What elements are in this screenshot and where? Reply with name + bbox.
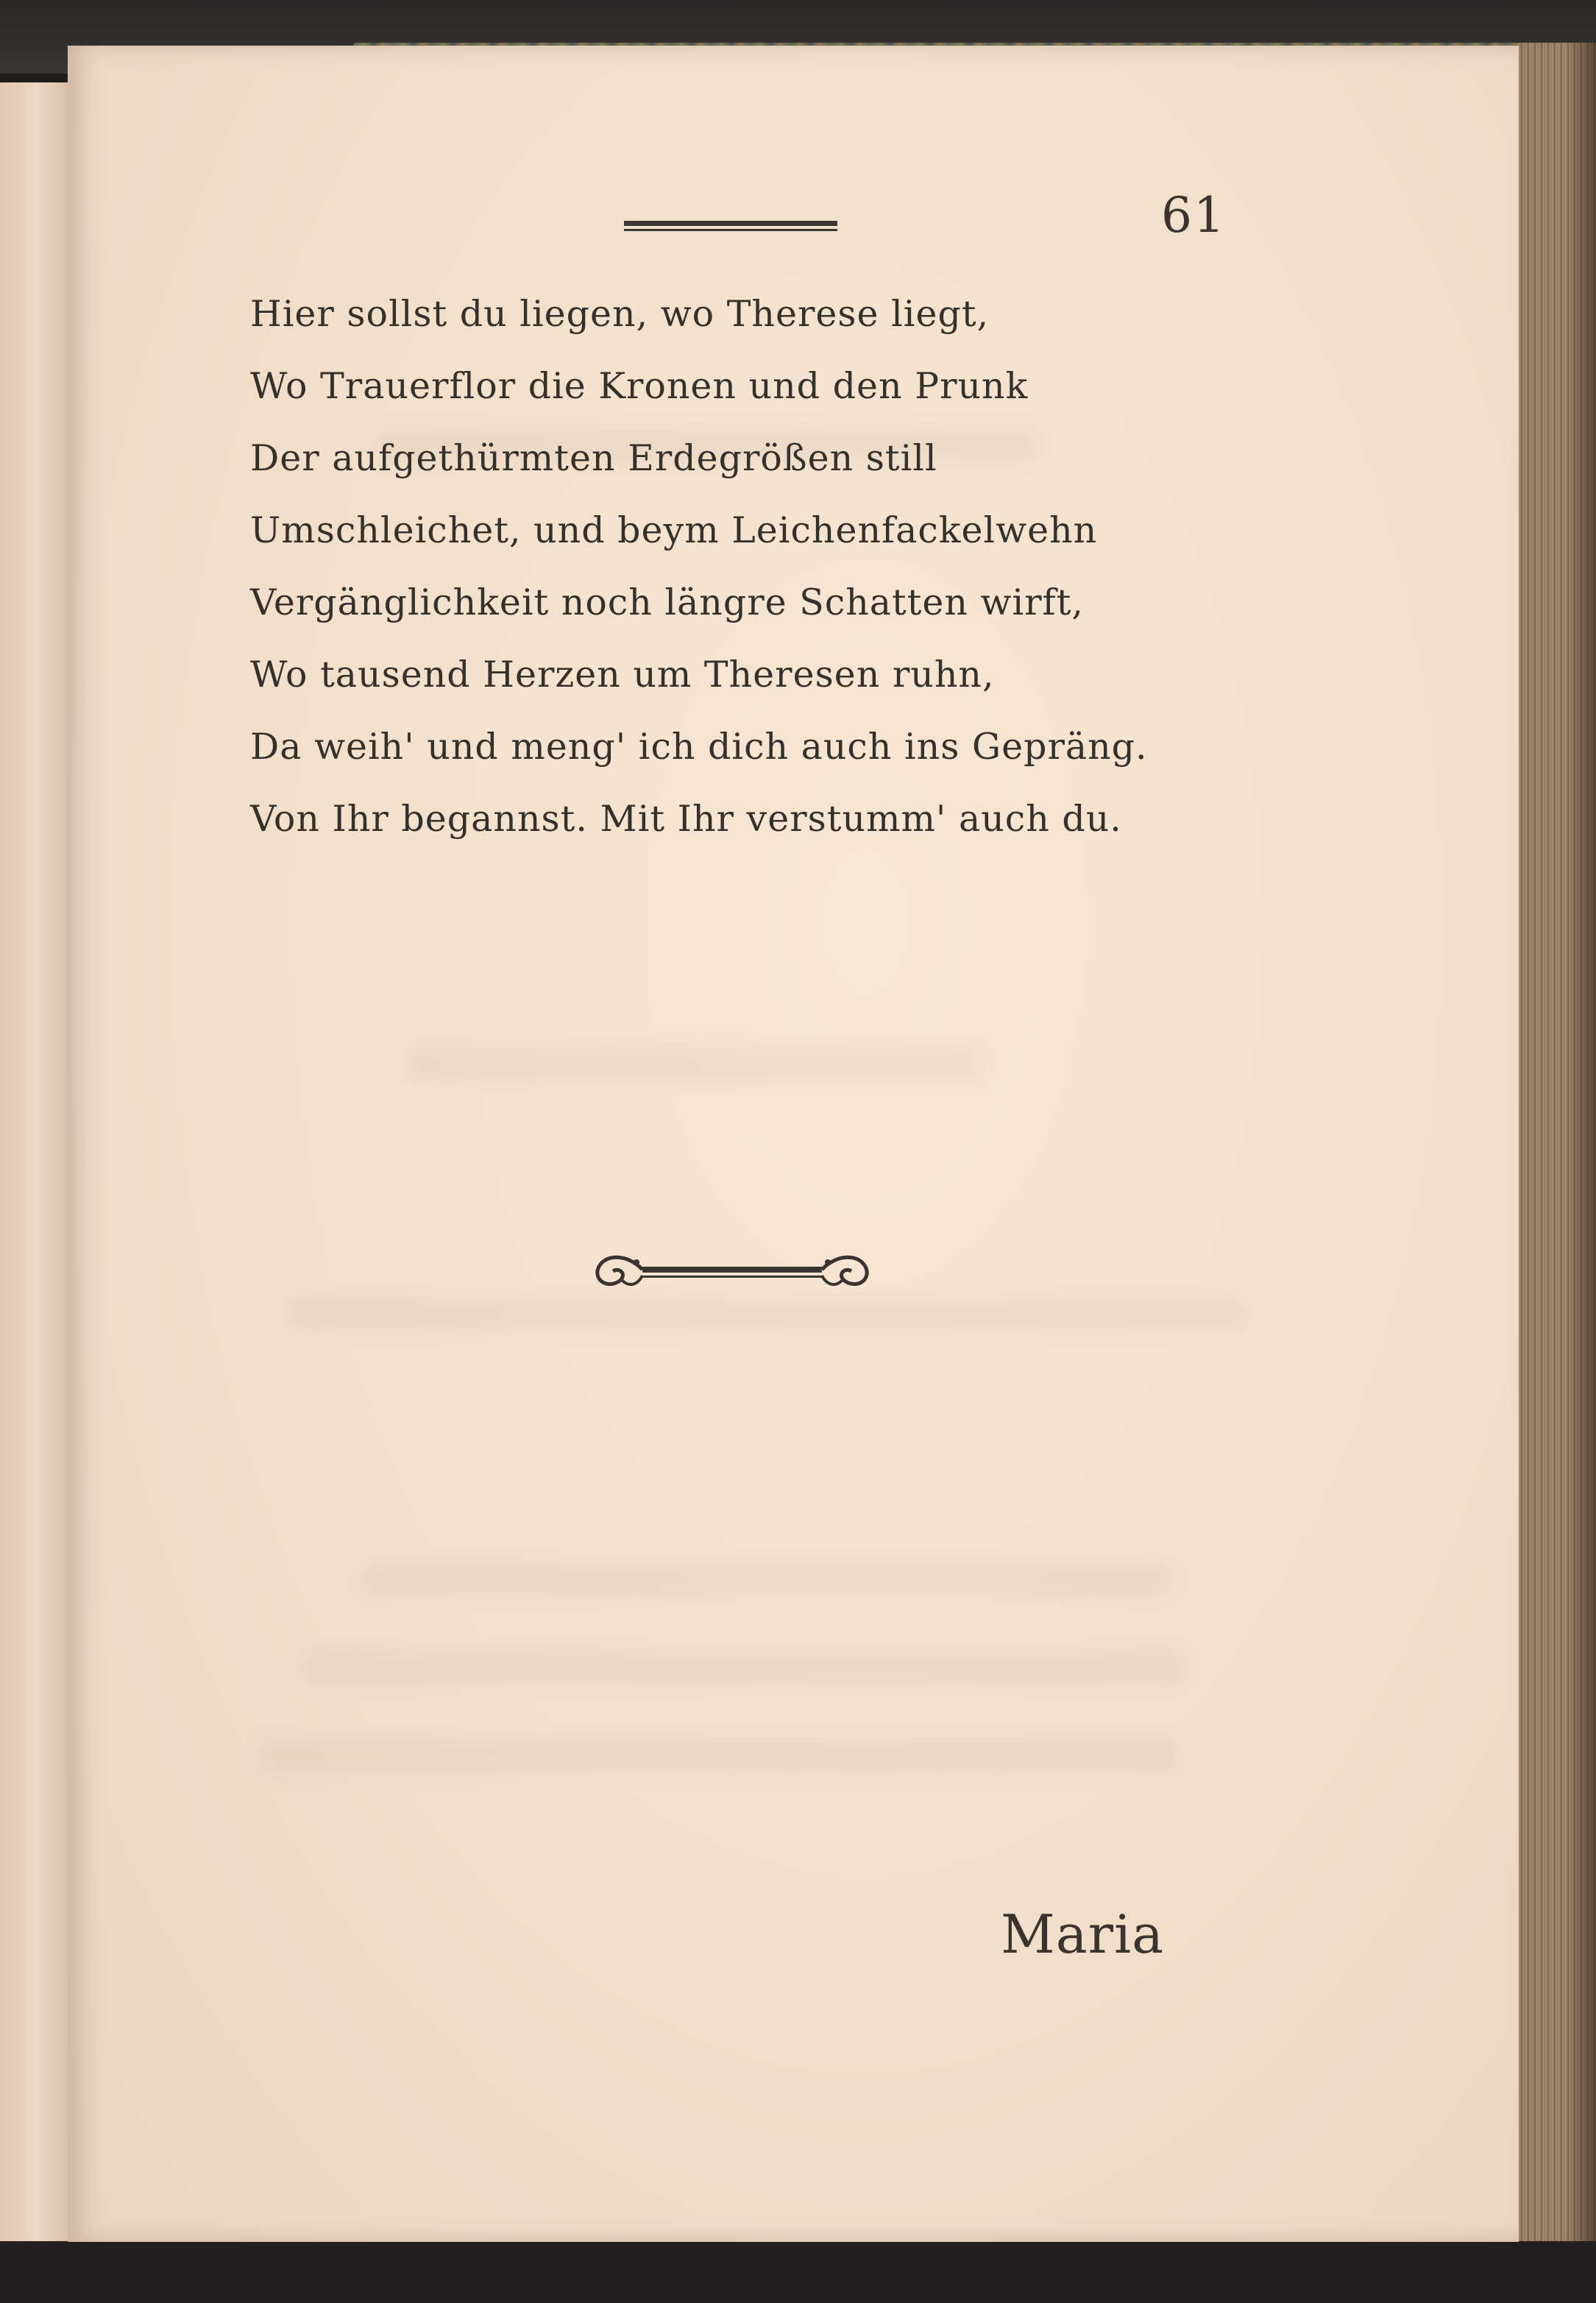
previous-page-edge — [0, 82, 70, 2243]
show-through — [288, 1297, 1245, 1331]
binding-bottom — [0, 2241, 1596, 2303]
poem-line: Der aufgethürmten Erdegrößen still — [250, 437, 937, 479]
show-through — [303, 1650, 1186, 1684]
page-block-fore-edge — [1517, 43, 1596, 2243]
header-double-rule — [624, 221, 837, 233]
poem-line: Da weih' und meng' ich dich auch ins Gepräng. — [250, 726, 1148, 768]
show-through — [362, 1562, 1171, 1596]
catchword: Maria — [1001, 1903, 1165, 1965]
poem-line: Wo tausend Herzen um Theresen ruhn, — [250, 654, 995, 696]
poem-line: Von Ihr begannst. Mit Ihr verstumm' auch du. — [250, 798, 1122, 840]
decorative-rule-ornament — [591, 1246, 873, 1295]
show-through — [259, 1738, 1179, 1772]
poem-line: Hier sollst du liegen, wo Therese liegt, — [250, 293, 990, 335]
poem-line: Umschleichet, und beym Leichenfackelwehn — [250, 509, 1098, 551]
poem-text — [250, 278, 1339, 855]
poem-line: Vergänglichkeit noch längre Schatten wirft, — [250, 581, 1084, 623]
poem-line: Wo Trauerflor die Kronen und den Prunk — [250, 365, 1029, 407]
show-through — [406, 1047, 980, 1080]
page-number: 61 — [1161, 187, 1226, 244]
